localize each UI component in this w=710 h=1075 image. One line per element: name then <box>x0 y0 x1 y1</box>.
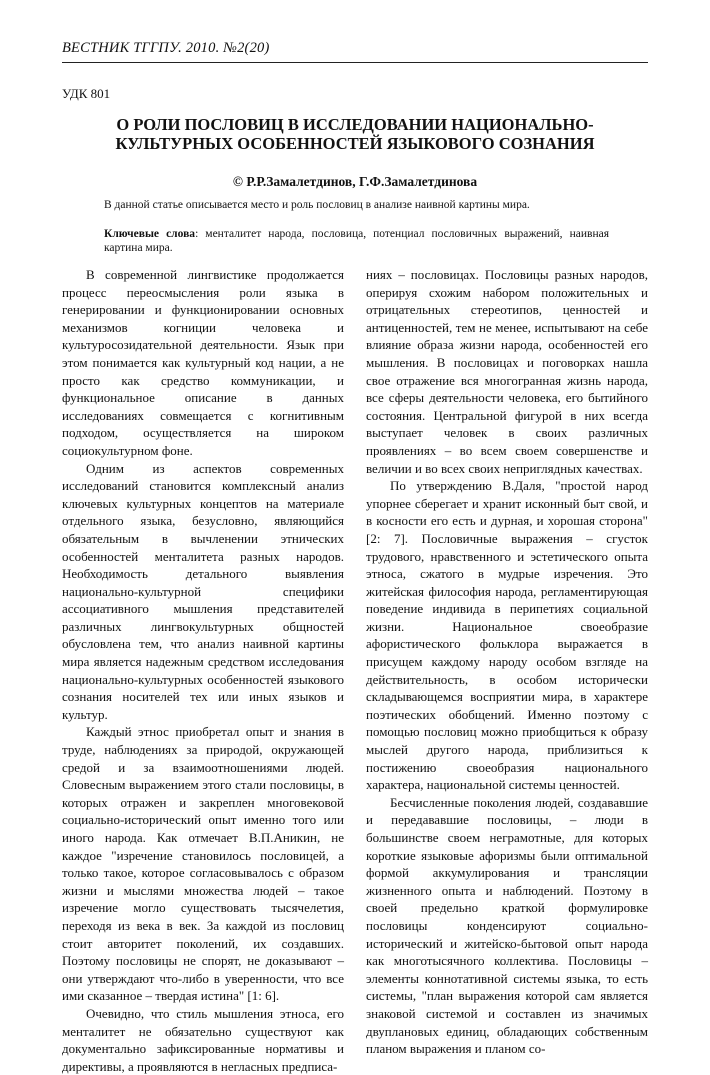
left-column <box>62 266 344 1075</box>
article-title <box>62 115 648 153</box>
header-rule <box>62 62 648 63</box>
paragraph: Каждый этнос приобретал опыт и знания в труде, наблюдениях за природой, окружающей средой и за взаимоотношениями людей. Словесным выражением этого стали пословицы, в которых отражен и закреплен многовековой социально-исторический опыт именно того или иного народа. Как отмечает В.П.Аникин, не каждое "изречение становилось пословицей, а только такое, которое согласовывалось с образом жизни и мыслями множества людей – такое изречение могло существовать тысячелетия, переходя из века в век. За каждой из пословиц стоит авторитет поколений, их создавших. Поэтому пословицы не спорят, не доказывают – они утверждают что-либо в уверенности, что все ими сказанное – твердая истина" [1: 6]. <box>62 724 344 1004</box>
keywords-label: Ключевые слова <box>104 228 196 240</box>
udk-code: УДК 801 <box>62 86 111 101</box>
paragraph-continuation: ниях – пословицах. Пословицы разных народов, оперируя схожим набором положительных и отрицательных стереотипов, ценностей и антиценностей, тем не менее, испытывают на себе влияние образа жизни народа, особенностей его мышления. В пословицах и поговорках нашла свое отражение вся многогранная жизнь народа, все сферы деятельности человека, его бытийного состояния. Центральной фигурой в них всегда выступает человек в своих различных проявлениях – во всем своем совершенстве и величии и во всех своих неприглядных качествах. <box>366 267 648 476</box>
journal-header: ВЕСТНИК ТГГПУ. 2010. №2(20) <box>62 40 270 56</box>
paragraph: Очевидно, что стиль мышления этноса, его менталитет не обязательно существуют как документально зафиксированные нормативы и директивы, а проявляются в негласных предписа- <box>62 1005 344 1074</box>
keywords-text: : менталитет народа, пословица, потенциал пословичных выражений, наивная картина мира. <box>104 228 609 254</box>
title-line-1: О РОЛИ ПОСЛОВИЦ В ИССЛЕДОВАНИИ НАЦИОНАЛЬНО- <box>116 115 594 134</box>
paragraph: Одним из аспектов современных исследований становится комплексный анализ ключевых культурных концептов на материале отдельного языка, безусловно, являющийся обязательным в вычленении этнических особенностей менталитета разных народов. Необходимость детального выявления национально-культурной специфики ассоциативного мышления представителей различных лингвокультурных общностей обусловлена тем, что анализ наивной картины мира является надежным средством исследования национально-культурных особенностей языкового сознания носителей тех или иных языков и культур. <box>62 460 344 722</box>
article-abstract: В данной статье описывается место и роль пословиц в анализе наивной картины мира. <box>104 199 530 211</box>
paragraph: По утверждению В.Даля, "простой народ упорнее сберегает и хранит исконный быт свой, и в косности его есть и дурная, и хорошая сторона" [2: 7]. Пословичные выражения – сгусток трудового, нравственного и эстетического опыта этноса, сжатого в мудрые изречения. Это житейская философия народа, регламентирующая поведение индивида в перипетиях социальной жизни. Национальное своеобразие афористического фольклора выражается в присущем каждому народу особом взгляде на действительность, в особом исторически складывающемся восприятии мира, в характере поэтических обобщений. Именно поэтому с помощью пословиц можно приобщиться к образу мыслей другого народа, приблизиться к постижению своеобразия национального характера, национальной системы ценностей. <box>366 478 648 793</box>
paragraph: В современной лингвистике продолжается процесс переосмысления роли языка в генерировании и функционировании основных механизмов когниции человека и культуросозидательной деятельности. Язык при этом понимается как культурный код нации, а не просто как средство коммуникации, и функциональное описание в данных исследованиях совмещается с когнитивным подходом, осуществляется на широком социокультурном фоне. <box>62 267 344 458</box>
article-keywords <box>104 227 609 255</box>
title-line-2: КУЛЬТУРНЫХ ОСОБЕННОСТЕЙ ЯЗЫКОВОГО СОЗНАНИЯ <box>115 134 595 153</box>
right-column <box>366 266 648 1058</box>
paragraph: Бесчисленные поколения людей, создававшие и передававшие пословицы, – люди в большинстве своем неграмотные, для которых короткие языковые афоризмы были оптимальной формой аккумулирования и трансляции жизненного опыта и наблюдений. Поэтому в своей предельно краткой формулировке пословицы конденсируют социально-исторический и житейско-бытовой опыт народа как многотысячного коллектива. Пословицы – элементы коннотативной системы языка, то есть системы, "план выражения которой сам является знаковой системой и составлен из значимых двуплановых единиц, обладающих собственным планом выражения и планом со- <box>366 794 648 1057</box>
article-authors: © Р.Р.Замалетдинов, Г.Ф.Замалетдинова <box>232 174 478 189</box>
